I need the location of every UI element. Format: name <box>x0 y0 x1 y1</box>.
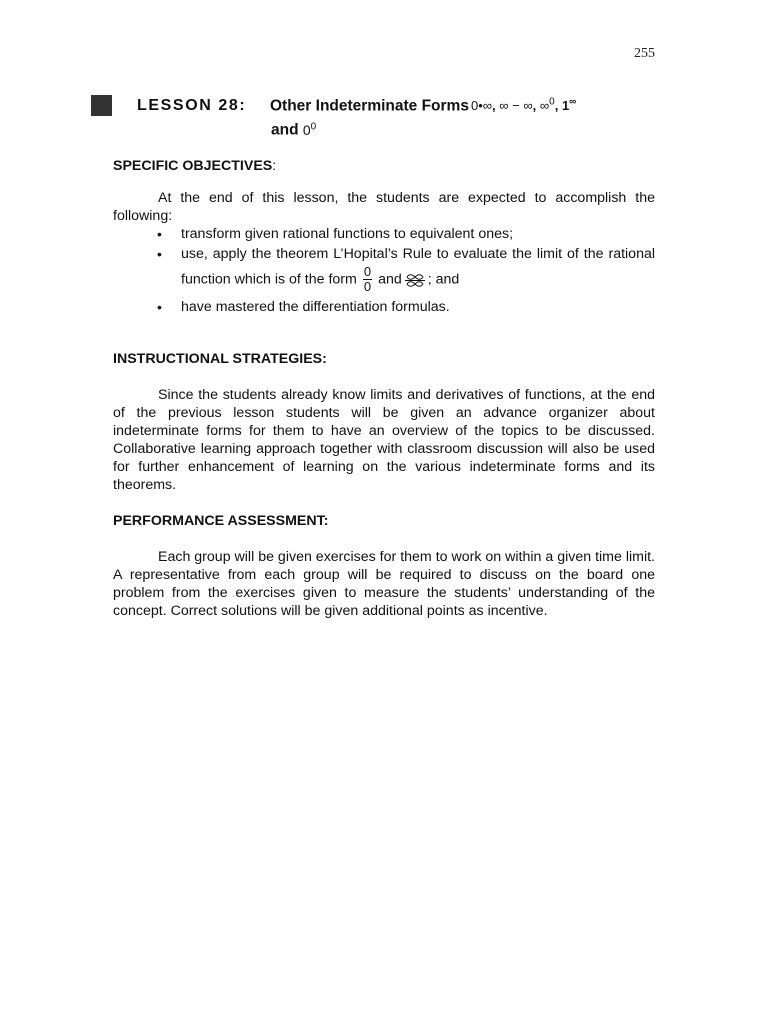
lesson-marker-square <box>91 95 112 116</box>
assessment-heading: PERFORMANCE ASSESSMENT: <box>113 513 329 529</box>
objective-item-3: • have mastered the differentiation formulas. <box>113 298 655 316</box>
form-zero-power-zero: $0^0$ <box>302 121 317 138</box>
objective-item-2: • use, apply the theorem L’Hopital’s Rule to evaluate the limit of the rational function which is of the form $\frac{0}{0}$ and ; and <box>113 243 655 294</box>
objectives-list <box>113 225 655 316</box>
form-infinity-minus-infinity: ∞ − ∞ <box>499 98 533 114</box>
form-infinity-power-zero: ∞$^0$ <box>539 97 555 114</box>
infinity-over-infinity-icon <box>404 273 426 287</box>
form-zero-times-infinity: 0•∞ <box>470 98 493 114</box>
strategies-heading: INSTRUCTIONAL STRATEGIES: <box>113 351 327 367</box>
lesson-label: LESSON 28: <box>137 97 247 114</box>
objectives-heading: SPECIFIC OBJECTIVES: <box>113 158 277 174</box>
form-one-power-infinity: 1∞ <box>561 97 577 114</box>
strategies-body: Since the students already know limits and derivatives of functions, at the end of the previous lesson students will be given an advance organizer about indeterminate forms for them to have an overview of the topics to be discussed. Collaborative learning approach together with classroom discussion will also be used for further enhancement of learning on the various indeterminate forms and its theorems. <box>113 387 655 493</box>
assessment-body: Each group will be given exercises for them to work on within a given time limit. A representative from each group will be required to discuss on the board one problem from the exercises given to measure the students’ understanding of the concept. Correct solutions will be given additional points as incentive. <box>113 549 655 619</box>
objectives-intro: At the end of this lesson, the students are expected to accomplish the following: <box>113 190 655 224</box>
page-number: 255 <box>634 46 655 61</box>
zero-over-zero-fraction: $\frac{0}{0}$ <box>363 264 372 294</box>
lesson-title-and: and <box>271 121 299 139</box>
lesson-title-text: Other Indeterminate Forms <box>270 97 469 115</box>
lesson-title <box>270 97 576 115</box>
indeterminate-forms-list: 0•∞, ∞ − ∞, ∞$^0$, 1∞ <box>470 97 577 114</box>
lesson-content <box>113 157 655 620</box>
lesson-title-line-2 <box>271 121 316 140</box>
objective-item-1: • transform given rational functions to equivalent ones; <box>113 225 655 243</box>
